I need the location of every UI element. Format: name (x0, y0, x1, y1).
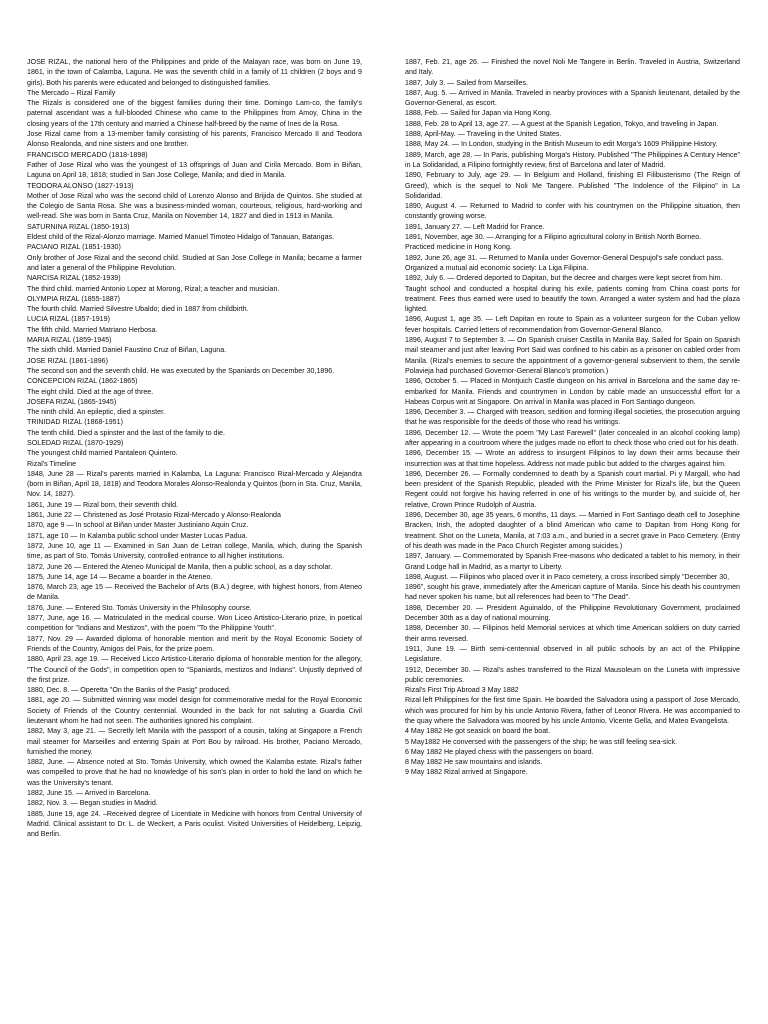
paragraph: Only brother of Jose Rizal and the second child. Studied at San Jose College in Manila; became a farmer and later a general of the Philippine Revolution. (27, 253, 362, 272)
paragraph: 1876, June. — Entered Sto. Tomás University in the Philosophy course. (27, 603, 252, 612)
paragraph: 1877, June, age 16. — Matriculated in the medical course. Won Liceo Artistico-Literario prize, in poetical competition for "Indians and Mestizos", with the poem "To the Philippine Youth". (27, 614, 362, 633)
paragraph: 1890, August 4. — Returned to Madrid to confer with his countrymen on the Philippine situation, then constantly growing worse. (405, 202, 740, 221)
paragraph: 1872, June 26 — Entered the Ateneo Municipal de Manila, then a public school, as a day scholar. (27, 562, 333, 571)
paragraph: 1911, June 19. — Birth semi-centennial observed in all public schools by an act of the Philippine Legislature. (405, 644, 740, 664)
paragraph: TEODORA ALONSO (1827-1913) (27, 181, 134, 190)
paragraph: 1892, June 26, age 31. — Returned to Manila under Governor-General Despujol's safe conduct pass. (405, 253, 724, 262)
paragraph: 1912, December 30. — Rizal's ashes transferred to the Rizal Mausoleum on the Luneta with impressive public ceremonies. (405, 665, 740, 684)
paragraph: 1876, March 23, age 15 — Received the Bachelor of Arts (B.A.) degree, with highest honors, from Ateneo de Manila. (27, 583, 362, 602)
paragraph: Rizal's First Trip Abroad 3 May 1882 (405, 686, 519, 695)
paragraph: 1887, Feb. 21, age 26. — Finished the novel Noli Me Tangere in Berlin. Traveled in Austria, Switzerland and Italy. (405, 58, 740, 77)
paragraph: 1861, June 19 — Rizal born, their seventh child. (27, 500, 179, 509)
paragraph: 1885, June 19, age 24. –Received degree of Licentiate in Medicine with honors from Central University of Madrid. Clinical assistant to Dr. L. de Weckert, a Paris oculist. Visited Universities of Heidelberg, Leipzig, and Berlin. (27, 809, 362, 839)
paragraph: Taught school and conducted a hospital during his exile, patients coming from China coast ports for treatment. Fees thus earned were used to beautify the town. Arranged a water system and had the plaza lighted. (405, 284, 740, 314)
paragraph: JOSE RIZAL (1861-1896) (27, 356, 108, 365)
paragraph: 1880, April 23, age 19. — Received Licco Artistico-Literario diploma of honorable mention for the allegory, "The Council of the Gods", in competition open to "Spaniards, mestizos and Indians". Unjustly deprived of the first prize. (27, 655, 362, 684)
paragraph: FRANCISCO MERCADO (1818-1898) (27, 150, 148, 159)
paragraph: 1882, May 3, age 21. — Secretly left Manila with the passport of a cousin, taking at Singapore a French mail steamer for Marseilles and entering Spain at Port Bou by railroad. His brother, Paciano Mercado, furnished the money. (27, 727, 362, 756)
paragraph: The tenth child. Died a spinster and the last of the family to die. (27, 428, 225, 437)
paragraph: Rizal left Philippines for the first time Spain. He boarded the Salvadora using a passport of Jose Mercado, which was procured for him by his uncle Antonio Rivera, father of Leonor Rivera. He was accompanied to the quay where the Salvadora was moored by his uncle Antonio, Vicente Gella, and Mateo Evangelista. (405, 696, 740, 725)
paragraph: Mother of Jose Rizal who was the second child of Lorenzo Alonso and Brijida de Quintos. She studied at the Colegio de Santa Rosa. She was a business-minded woman, courteous, religious, hard-working and well-read. She was born in Santa Cruz, Manila on November 14, 1827 and died in 1913 in Manila. (27, 191, 362, 221)
paragraph: 1888, Feb. 28 to April 13, age 27. — A guest at the Spanish Legation, Tokyo, and traveling in Japan. (405, 119, 719, 128)
paragraph: 8 May 1882 He saw mountains and islands. (405, 758, 543, 767)
paragraph: 1848, June 28 — Rizal's parents married in Kalamba, La Laguna: Francisco Rizal-Mercado y Alejandra (born in Biñan, April 18, 1818) and Teodora Morales Alonso-Realonda y Quintos (born in Sta. Cruz, Manila, Nov. 14, 1827). (27, 469, 362, 499)
paragraph: The Mercado – Rizal Family (27, 88, 116, 97)
paragraph: NARCISA RIZAL (1852-1939) (27, 274, 121, 283)
paragraph: Rizal's Timeline (27, 459, 77, 468)
paragraph: The fifth child. Married Matriano Herbosa. (27, 325, 158, 334)
paragraph: 9 May 1882 Rizal arrived at Singapore. (405, 768, 528, 777)
paragraph: 1896, December 30, age 35 years, 6 months, 11 days. — Married in Fort Santiago death cell to Josephine Bracken, Irish, the adopted daughter of a blind American who came to Dapitan from Hong Kong for treatment. Shot on the Luneta, Manila, at 7:03 a.m., and buried in a secret grave in Paco Cemetery. (Entry of his death was made in the Paco Church Register among suicides.) (405, 511, 740, 550)
paragraph: 1896, October 5. — Placed in Montjuich Castle dungeon on his arrival in Barcelona and the same day re-embarked for Manila. Friends and countrymen in London by cable made an unsuccessful effort for a Habeas Corpus writ at Singapore. On arrival in Manila was placed in Fort Santiago dungeon. (405, 377, 740, 406)
paragraph: 1882, June 15. — Arrived in Barcelona. (27, 789, 151, 798)
paragraph: 1872, June 10, age 11 — Examined in San Juan de Letran college, Manila, which, during the Spanish time, as part of Sto. Tomás University, controlled entrance to all higher institutions. (27, 541, 362, 561)
paragraph: 1896, December 12. — Wrote the poem "My Last Farewell" (later concealed in an alcohol cooking lamp) after appearing in a courtroom where the judges made no effort to check those who cried out for his death. (405, 428, 740, 447)
paragraph: SOLEDAD RIZAL (1870-1929) (27, 438, 124, 447)
paragraph: SATURNINA RIZAL (1850-1913) (27, 222, 130, 231)
paragraph: The eight child. Died at the age of three. (27, 387, 154, 396)
paragraph: 1896, August 1, age 35. — Left Dapitan en route to Spain as a volunteer surgeon for the Cuban yellow fever hospitals. Carried letters of recommendation from Governor-General Blanco. (405, 315, 740, 334)
right-text-column (405, 57, 740, 977)
paragraph: 4 May 1882 He got seasick on board the boat. (405, 727, 551, 736)
paragraph: Eldest child of the Rizal-Alonzo marriage. Married Manuel Timoteo Hidalgo of Tanauan, Batangas. (27, 233, 335, 242)
paragraph: 1892, July 6. — Ordered deported to Dapitan, but the decree and charges were kept secret from him. (405, 274, 723, 283)
paragraph: LUCIA RIZAL (1857-1919) (27, 315, 110, 324)
paragraph: 1870, age 9 — In school at Biñan under Master Justiniano Aquin Cruz. (27, 521, 249, 530)
paragraph: 1889, March, age 28. — In Paris, publishing Morga's History. Published "The Philippines A Century Hence" in La Solidaridad, a Filipino fortnightly review, first of Barcelona and later of Madrid. (405, 150, 740, 169)
paragraph: 1898, December 30. — Filipinos held Memorial services at which time American soldiers on duty carried their arms reversed. (405, 624, 740, 643)
paragraph: JOSE RIZAL, the national hero of the Philippines and pride of the Malayan race, was born on June 19, 1861, in the town of Calamba, Laguna. He was the seventh child in a family of 11 children (2 boys and 9 girls). Both his parents were educated and belonged to distinguished families. (27, 58, 362, 87)
paragraph: 1871, age 10 — In Kalamba public school under Master Lucas Padua. (27, 531, 248, 540)
paragraph: 1882, Nov. 3. — Began studies in Madrid. (27, 799, 158, 808)
paragraph: Jose Rizal came from a 13-member family consisting of his parents, Francisco Mercado II and Teodora Alonso Realonda, and nine sisters and one brother. (27, 130, 362, 149)
paragraph: 1891, January 27. — Left Madrid for France. (405, 222, 545, 231)
paragraph: OLYMPIA RIZAL (1855-1887) (27, 294, 121, 303)
paragraph: 1882, June. — Absence noted at Sto. Tomás University, which owned the Kalamba estate. Rizal's father was compelled to prove that he had no knowledge of his son's plan in order to hold the land on which he was the University's tenant. (27, 758, 362, 787)
paragraph: Organized a mutual aid economic society: La Liga Filipina. (405, 263, 589, 272)
paragraph: The second son and the seventh child. He was executed by the Spaniards on December 30,1896. (27, 366, 335, 375)
paragraph: 1888, May 24. — In London, studying in the British Museum to edit Morga's 1609 Philippine History. (405, 140, 718, 149)
paragraph: 1881, age 20. — Submitted winning wax model design for commemorative medal for the Royal Economic Society of Friends of the Country centennial. Wounded in the back for not saluting a Guardia Civil lieutenant whom he had not seen. The authorities ignored his complaint. (27, 696, 362, 725)
paragraph: 1888, April-May. — Traveling in the United States. (405, 130, 562, 139)
paragraph: 1896, December 3. — Charged with treason, sedition and forming illegal societies, the prosecution arguing that he was responsible for the deeds of those who read his writings. (405, 408, 740, 427)
paragraph: 6 May 1882 He played chess with the passengers on board. (405, 747, 594, 756)
paragraph: The Rizals is considered one of the biggest families during their time. Domingo Lam-co, the family's paternal ascendant was a full-blooded Chinese who came to the Philippines from Amoy, China in the closing years of the 17th century and married a Chinese half-breed by the name of Ines de la Rosa. (27, 99, 362, 128)
paragraph: JOSEFA RIZAL (1865-1945) (27, 397, 117, 406)
paragraph: 1898, December 20. — President Aguinaldo, of the Philippine Revolutionary Government, proclaimed December 30th as a day of national mourning. (405, 603, 740, 623)
paragraph: 1887, Aug. 5. — Arrived in Manila. Traveled in nearby provinces with a Spanish lieutenant, detailed by the Governor-General, as escort. (405, 88, 740, 108)
paragraph: MARIA RIZAL (1859-1945) (27, 336, 112, 345)
paragraph: PACIANO RIZAL (1851-1930) (27, 243, 121, 252)
paragraph: 1861, June 22 — Christened as José Protasio Rizal-Mercado y Alonso-Realonda (27, 511, 281, 520)
paragraph: 1875, June 14, age 14 — Became a boarder in the Ateneo. (27, 572, 213, 581)
paragraph: The fourth child. Married Silvestre Ubaldo; died in 1887 from childbirth. (27, 305, 249, 314)
paragraph: The ninth child. An epileptic, died a spinster. (27, 408, 166, 417)
paragraph: 1898, August. — Filipinos who placed over it in Paco cemetery, a cross inscribed simply "December 30, (405, 572, 730, 581)
paragraph: 1880, Dec. 8. — Operetta "On the Banks of the Pasig" produced. (27, 686, 231, 695)
paragraph: 1896, August 7 to September 3. — On Spanish cruiser Castilla in Manila Bay. Sailed for Spain on Spanish mail steamer and just after leaving Port Said was confined to his cabin as a prisoner on cabled order from Manila. (Rizal's enemies to secure the appointment of a governor-general subservient to them, the servile Polavieja had purchased Governor-General Blanco's promotion.) (405, 336, 740, 375)
paragraph: 5 May1882 He conversed with the passengers of the ship; he was still feeling sea-sick. (405, 737, 678, 746)
paragraph: 1890, February to July, age 29. — In Belgium and Holland, finishing El Filibusterismo (The Reign of Greed), which is the sequel to Noli Me Tangere. Published "The Indolence of the Filipino" in La Solidaridad. (405, 171, 740, 200)
paragraph: The sixth child. Married Daniel Faustino Cruz of Biñan, Laguna. (27, 346, 227, 355)
paragraph: 1887, July 3. — Sailed from Marseilles. (405, 78, 529, 87)
paragraph: The youngest child married Pantaleon Quintero. (27, 449, 178, 458)
paragraph: 1897, January. — Commemorated by Spanish Free-masons who dedicated a tablet to his memory, in their Grand Lodge hall in Madrid, as a martyr to Liberty. (405, 552, 740, 571)
left-text-column (27, 57, 362, 1007)
paragraph: TRINIDAD RIZAL (1868-1951) (27, 418, 123, 427)
paragraph: Practiced medicine in Hong Kong. (405, 243, 512, 252)
paragraph: 1896, December 15. — Wrote an address to insurgent Filipinos to lay down their arms because their insurrection was at that time hopeless. Address not made public but added to the charges against him. (405, 449, 740, 468)
paragraph: Father of Jose Rizal who was the youngest of 13 offsprings of Juan and Cirila Mercado. Born in Biñan, Laguna on April 18, 1818; studied in San Jose College, Manila; and died in Manila. (27, 160, 362, 180)
paragraph: 1877, Nov. 29 — Awarded diploma of honorable mention and merit by the Royal Economic Society of Friends of the Country, Amigos del Pais, for the prize poem. (27, 634, 362, 653)
paragraph: CONCEPCION RIZAL (1862-1865) (27, 377, 138, 386)
paragraph: 1888, Feb. — Sailed for Japan via Hong Kong. (405, 109, 552, 118)
paragraph: 1896, December 26. — Formally condemned to death by a Spanish court martial. Pi y Margall, who had been president of the Spanish Republic, pleaded with the Prime Minister for Rizal's life, but the Queen Regent could not forgive his having referred in one of his writings to the murder by, and suicide of, her relative, Crown Prince Rudolph of Austria. (405, 469, 740, 509)
paragraph: The third child. married Antonio Lopez at Morong, Rizal; a teacher and musician. (27, 284, 280, 293)
paragraph: 1896", sought his grave, immediately after the American capture of Manila. Since his death his countrymen had never spoken his name, but all references had been to "The Dead". (405, 583, 740, 602)
paragraph: 1891, November, age 30. — Arranging for a Filipino agricultural colony in British North Borneo. (405, 233, 702, 242)
